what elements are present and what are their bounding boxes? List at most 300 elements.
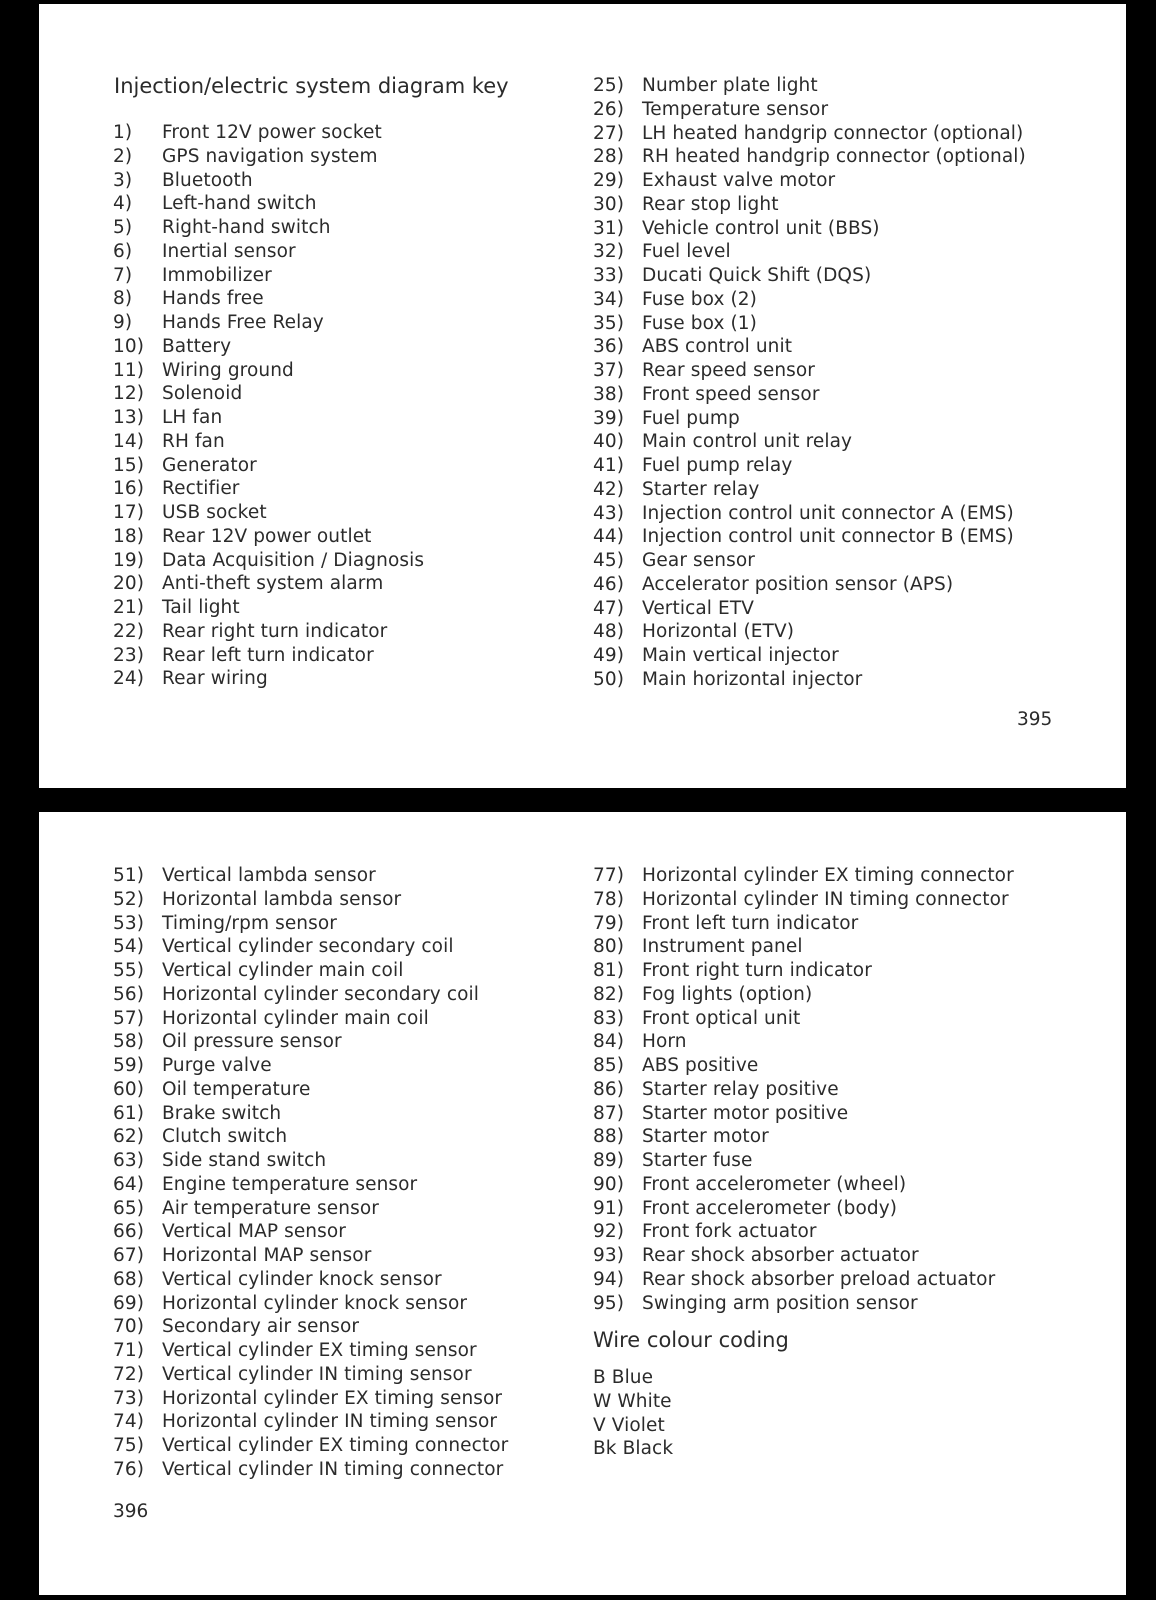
- entry-number: 69): [113, 1292, 145, 1314]
- entry-label: Fuse box (1): [642, 312, 757, 334]
- entry-number: 95): [593, 1292, 625, 1314]
- key-entry: [113, 1007, 553, 1031]
- entry-label: Vertical cylinder IN timing connector: [162, 1458, 504, 1480]
- key-entry: [113, 1125, 553, 1149]
- wire-colour-item: W White: [593, 1390, 672, 1412]
- entry-label: Generator: [162, 454, 257, 476]
- entry-number: 35): [593, 312, 625, 334]
- entry-label: Horizontal cylinder EX timing connector: [642, 865, 1014, 886]
- entry-number: 90): [593, 1173, 625, 1195]
- entry-number: 33): [593, 265, 625, 286]
- entry-label: Side stand switch: [162, 1150, 327, 1171]
- key-entry: [113, 1410, 553, 1434]
- entry-number: 34): [593, 288, 625, 310]
- manual-page-396: [39, 812, 1126, 1595]
- entry-label: Vehicle control unit (BBS): [642, 217, 880, 239]
- key-entry: [593, 1220, 1113, 1244]
- key-entry: [113, 501, 553, 525]
- key-entry: [593, 1125, 1113, 1149]
- entry-label: Horizontal cylinder IN timing sensor: [162, 1411, 498, 1433]
- entry-label: Starter relay positive: [642, 1078, 839, 1100]
- key-entry: [113, 959, 553, 983]
- key-entry: [113, 477, 553, 501]
- entry-number: 41): [593, 455, 625, 476]
- key-entry: [593, 98, 1113, 122]
- key-entry: [113, 311, 553, 335]
- entry-label: Rectifier: [162, 478, 240, 500]
- key-entry: [113, 335, 553, 359]
- entry-label: Bluetooth: [162, 169, 253, 191]
- entry-label: Swinging arm position sensor: [642, 1292, 918, 1314]
- key-entry: [593, 549, 1113, 573]
- entry-label: Anti-theft system alarm: [162, 573, 384, 595]
- entry-label: Tail light: [162, 597, 240, 618]
- key-entry: [113, 1387, 553, 1411]
- entry-label: Exhaust valve motor: [642, 170, 836, 191]
- entry-label: Horizontal cylinder EX timing sensor: [162, 1387, 503, 1409]
- key-entry: [593, 1007, 1113, 1031]
- key-entry: [113, 216, 553, 240]
- wire-colour-list: [593, 1366, 893, 1461]
- key-entry: [593, 502, 1113, 526]
- entry-label: Rear stop light: [642, 193, 779, 215]
- entry-label: Immobilizer: [162, 264, 272, 286]
- entry-label: Hands free: [162, 288, 264, 310]
- key-entry: [593, 407, 1113, 431]
- entry-label: Horizontal cylinder main coil: [162, 1007, 429, 1029]
- entry-number: 45): [593, 550, 625, 571]
- entry-label: Front speed sensor: [642, 383, 820, 405]
- entry-number: 7): [113, 264, 133, 286]
- key-entry: [593, 74, 1113, 98]
- entry-label: Horizontal MAP sensor: [162, 1245, 372, 1266]
- entry-label: ABS positive: [642, 1055, 759, 1076]
- entry-label: Horizontal (ETV): [642, 621, 795, 643]
- key-entry: [113, 620, 553, 644]
- entry-number: 19): [113, 549, 145, 571]
- entry-number: 53): [113, 912, 145, 934]
- key-entry: [113, 1458, 553, 1482]
- entry-number: 77): [593, 865, 625, 886]
- entry-label: LH fan: [162, 407, 223, 428]
- page-number: 396: [113, 1501, 149, 1522]
- key-entry: [593, 122, 1113, 146]
- entry-label: Front left turn indicator: [642, 912, 859, 934]
- entry-number: 78): [593, 888, 625, 910]
- entry-number: 62): [113, 1126, 145, 1148]
- entry-number: 80): [593, 936, 625, 958]
- key-entry: [593, 644, 1113, 668]
- entry-number: 85): [593, 1055, 625, 1076]
- wire-colour-item: Bk Black: [593, 1438, 674, 1460]
- entry-label: Fog lights (option): [642, 983, 813, 1005]
- entry-number: 38): [593, 383, 625, 405]
- entry-label: Vertical cylinder main coil: [162, 960, 404, 981]
- key-column-right: [593, 864, 1113, 1315]
- entry-label: Oil temperature: [162, 1078, 311, 1100]
- entry-label: Rear right turn indicator: [162, 620, 388, 642]
- entry-label: Wiring ground: [162, 359, 294, 381]
- entry-label: Inertial sensor: [162, 240, 296, 262]
- key-entry: [593, 1102, 1113, 1126]
- entry-label: Solenoid: [162, 383, 243, 405]
- entry-number: 72): [113, 1363, 145, 1385]
- entry-number: 61): [113, 1102, 145, 1124]
- entry-number: 88): [593, 1126, 625, 1148]
- entry-label: Rear wiring: [162, 668, 268, 690]
- key-entry: [113, 1102, 553, 1126]
- key-entry: [593, 1054, 1113, 1078]
- key-entry: [593, 912, 1113, 936]
- key-entry: [113, 644, 553, 668]
- entry-label: Main control unit relay: [642, 431, 853, 453]
- entry-label: Front optical unit: [642, 1007, 801, 1029]
- entry-label: Battery: [162, 335, 232, 357]
- entry-number: 43): [593, 502, 625, 524]
- entry-number: 12): [113, 383, 145, 405]
- entry-number: 89): [593, 1150, 625, 1171]
- entry-label: Horizontal lambda sensor: [162, 888, 402, 910]
- entry-label: Number plate light: [642, 75, 818, 96]
- key-column-right: [593, 74, 1113, 692]
- key-entry: [593, 1268, 1113, 1292]
- entry-label: Injection control unit connector A (EMS): [642, 502, 1014, 524]
- entry-label: Data Acquisition / Diagnosis: [162, 549, 425, 571]
- key-entry: [593, 573, 1113, 597]
- key-entry: [593, 145, 1113, 169]
- key-entry: [113, 1197, 553, 1221]
- key-entry: [113, 1244, 553, 1268]
- entry-number: 42): [593, 478, 625, 500]
- key-entry: [593, 383, 1113, 407]
- entry-number: 5): [113, 217, 133, 238]
- entry-number: 79): [593, 912, 625, 934]
- entry-number: 15): [113, 454, 145, 476]
- entry-label: Front 12V power socket: [162, 122, 382, 143]
- entry-label: Vertical cylinder knock sensor: [162, 1268, 442, 1290]
- entry-number: 40): [593, 431, 625, 453]
- key-entry: [113, 864, 553, 888]
- entry-number: 57): [113, 1007, 145, 1029]
- entry-label: GPS navigation system: [162, 145, 378, 167]
- entry-number: 93): [593, 1245, 625, 1266]
- entry-number: 73): [113, 1387, 145, 1409]
- entry-label: Temperature sensor: [642, 98, 829, 120]
- entry-label: Oil pressure sensor: [162, 1031, 342, 1053]
- key-entry: [113, 1434, 553, 1458]
- entry-number: 54): [113, 936, 145, 958]
- entry-number: 65): [113, 1197, 145, 1219]
- entry-number: 68): [113, 1268, 145, 1290]
- key-entry: [593, 959, 1113, 983]
- entry-number: 59): [113, 1055, 145, 1076]
- key-entry: [593, 312, 1113, 336]
- entry-number: 92): [593, 1221, 625, 1243]
- entry-number: 6): [113, 240, 133, 262]
- entry-label: Horizontal cylinder secondary coil: [162, 983, 479, 1005]
- entry-label: Fuel level: [642, 241, 731, 263]
- entry-number: 70): [113, 1316, 145, 1338]
- entry-label: Secondary air sensor: [162, 1316, 360, 1338]
- key-entry: [113, 1030, 553, 1054]
- entry-number: 1): [113, 122, 133, 143]
- entry-number: 20): [113, 573, 145, 595]
- key-entry: [593, 1078, 1113, 1102]
- key-entry: [113, 912, 553, 936]
- entry-label: Front right turn indicator: [642, 960, 872, 981]
- entry-label: Starter motor: [642, 1126, 769, 1148]
- key-entry: [593, 454, 1113, 478]
- key-entry: [593, 288, 1113, 312]
- entry-number: 37): [593, 360, 625, 381]
- key-entry: [593, 169, 1113, 193]
- key-entry: [113, 264, 553, 288]
- entry-number: 22): [113, 620, 145, 642]
- diagram-key-title: Injection/electric system diagram key: [114, 74, 509, 98]
- key-entry: [113, 1173, 553, 1197]
- key-entry: [593, 983, 1113, 1007]
- entry-number: 63): [113, 1150, 145, 1171]
- entry-label: Rear speed sensor: [642, 360, 816, 381]
- entry-label: Clutch switch: [162, 1126, 288, 1148]
- key-entry: [113, 983, 553, 1007]
- entry-label: Vertical cylinder secondary coil: [162, 936, 454, 958]
- entry-label: Front accelerometer (body): [642, 1197, 898, 1219]
- entry-label: Engine temperature sensor: [162, 1173, 418, 1195]
- entry-label: Vertical cylinder EX timing connector: [162, 1435, 509, 1456]
- key-entry: [593, 1197, 1113, 1221]
- entry-label: Main horizontal injector: [642, 668, 863, 690]
- key-entry: [593, 217, 1113, 241]
- entry-label: Starter fuse: [642, 1150, 753, 1171]
- entry-number: 46): [593, 573, 625, 595]
- entry-number: 32): [593, 241, 625, 263]
- entry-number: 14): [113, 430, 145, 452]
- key-entry: [113, 145, 553, 169]
- key-entry: [113, 1292, 553, 1316]
- key-entry: [593, 359, 1113, 383]
- entry-number: 8): [113, 288, 133, 310]
- entry-number: 87): [593, 1102, 625, 1124]
- entry-number: 66): [113, 1221, 145, 1243]
- key-entry: [113, 572, 553, 596]
- key-entry: [113, 454, 553, 478]
- key-entry: [593, 1149, 1113, 1173]
- entry-number: 56): [113, 983, 145, 1005]
- key-entry: [113, 1078, 553, 1102]
- key-entry: [113, 1363, 553, 1387]
- entry-label: Vertical ETV: [642, 597, 754, 619]
- key-entry: [113, 1339, 553, 1363]
- entry-number: 91): [593, 1197, 625, 1219]
- key-entry: [593, 935, 1113, 959]
- entry-number: 4): [113, 193, 133, 215]
- entry-label: Hands Free Relay: [162, 312, 324, 333]
- entry-label: Horizontal cylinder knock sensor: [162, 1292, 468, 1314]
- entry-label: LH heated handgrip connector (optional): [642, 122, 1024, 144]
- entry-number: 64): [113, 1173, 145, 1195]
- entry-label: Front fork actuator: [642, 1221, 817, 1243]
- key-entry: [113, 596, 553, 620]
- key-entry: [113, 1054, 553, 1078]
- entry-label: Injection control unit connector B (EMS): [642, 526, 1014, 548]
- key-entry: [593, 193, 1113, 217]
- entry-number: 17): [113, 502, 145, 523]
- page-number: 395: [1017, 709, 1053, 730]
- key-entry: [113, 1268, 553, 1292]
- entry-label: Purge valve: [162, 1055, 272, 1076]
- entry-number: 27): [593, 122, 625, 144]
- entry-label: Rear shock absorber preload actuator: [642, 1268, 996, 1290]
- entry-label: Ducati Quick Shift (DQS): [642, 265, 872, 286]
- key-entry: [113, 525, 553, 549]
- entry-number: 2): [113, 145, 133, 167]
- key-entry: [113, 667, 553, 691]
- entry-number: 25): [593, 75, 625, 96]
- entry-number: 28): [593, 146, 625, 168]
- wire-colour-item: B Blue: [593, 1367, 654, 1388]
- wire-colour-item: V Violet: [593, 1414, 665, 1436]
- key-entry: [113, 888, 553, 912]
- key-entry: [593, 478, 1113, 502]
- entry-number: 16): [113, 478, 145, 500]
- key-entry: [113, 1220, 553, 1244]
- entry-number: 55): [113, 960, 145, 981]
- entry-number: 67): [113, 1245, 145, 1266]
- key-entry: [113, 121, 553, 145]
- entry-label: USB socket: [162, 502, 267, 523]
- entry-number: 86): [593, 1078, 625, 1100]
- entry-label: Vertical cylinder IN timing sensor: [162, 1363, 472, 1385]
- entry-number: 11): [113, 359, 145, 381]
- entry-number: 84): [593, 1031, 625, 1053]
- key-entry: [113, 1149, 553, 1173]
- entry-number: 9): [113, 312, 133, 333]
- entry-label: Starter motor positive: [642, 1102, 849, 1124]
- key-entry: [593, 620, 1113, 644]
- key-entry: [113, 935, 553, 959]
- key-entry: [593, 1244, 1113, 1268]
- entry-number: 75): [113, 1435, 145, 1456]
- entry-label: Gear sensor: [642, 550, 755, 571]
- entry-number: 18): [113, 525, 145, 547]
- key-entry: [593, 888, 1113, 912]
- entry-label: Vertical MAP sensor: [162, 1221, 346, 1243]
- entry-label: Front accelerometer (wheel): [642, 1173, 907, 1195]
- key-entry: [593, 240, 1113, 264]
- entry-label: Fuel pump relay: [642, 455, 793, 476]
- entry-number: 82): [593, 983, 625, 1005]
- entry-label: Instrument panel: [642, 936, 803, 958]
- entry-label: Right-hand switch: [162, 217, 331, 238]
- key-entry: [593, 264, 1113, 288]
- entry-number: 76): [113, 1458, 145, 1480]
- entry-number: 13): [113, 407, 145, 428]
- entry-number: 94): [593, 1268, 625, 1290]
- entry-number: 39): [593, 407, 625, 429]
- entry-label: Left-hand switch: [162, 193, 317, 215]
- key-entry: [113, 406, 553, 430]
- entry-number: 81): [593, 960, 625, 981]
- key-column-left: [113, 864, 553, 1482]
- key-entry: [593, 668, 1113, 692]
- key-entry: [593, 335, 1113, 359]
- entry-label: Rear shock absorber actuator: [642, 1245, 919, 1266]
- entry-label: RH heated handgrip connector (optional): [642, 146, 1026, 168]
- entry-label: Rear left turn indicator: [162, 644, 374, 666]
- key-entry: [593, 525, 1113, 549]
- key-entry: [593, 597, 1113, 621]
- entry-number: 48): [593, 621, 625, 643]
- entry-number: 23): [113, 644, 145, 666]
- entry-number: 30): [593, 193, 625, 215]
- entry-label: Vertical cylinder EX timing sensor: [162, 1340, 477, 1361]
- key-entry: [113, 1315, 553, 1339]
- key-column-left: [113, 121, 553, 691]
- key-entry: [593, 864, 1113, 888]
- entry-number: 21): [113, 597, 145, 618]
- entry-number: 3): [113, 169, 133, 191]
- entry-number: 74): [113, 1411, 145, 1433]
- key-entry: [113, 169, 553, 193]
- key-entry: [113, 549, 553, 573]
- entry-number: 58): [113, 1031, 145, 1053]
- entry-label: Air temperature sensor: [162, 1197, 379, 1219]
- entry-label: Timing/rpm sensor: [162, 912, 337, 934]
- key-entry: [113, 382, 553, 406]
- entry-number: 50): [593, 668, 625, 690]
- entry-number: 83): [593, 1007, 625, 1029]
- wire-colour-heading: Wire colour coding: [593, 1328, 789, 1352]
- entry-label: Fuse box (2): [642, 288, 757, 310]
- entry-number: 60): [113, 1078, 145, 1100]
- key-entry: [593, 1173, 1113, 1197]
- entry-label: ABS control unit: [642, 336, 793, 358]
- entry-number: 71): [113, 1340, 145, 1361]
- entry-number: 44): [593, 526, 625, 548]
- entry-number: 26): [593, 98, 625, 120]
- entry-label: Starter relay: [642, 478, 760, 500]
- entry-label: Rear 12V power outlet: [162, 525, 372, 547]
- entry-number: 47): [593, 597, 625, 619]
- key-entry: [113, 192, 553, 216]
- entry-label: Brake switch: [162, 1102, 282, 1124]
- entry-number: 49): [593, 645, 625, 666]
- key-entry: [593, 1292, 1113, 1316]
- entry-label: Main vertical injector: [642, 645, 839, 666]
- key-entry: [113, 430, 553, 454]
- entry-label: Vertical lambda sensor: [162, 865, 376, 886]
- key-entry: [113, 359, 553, 383]
- entry-number: 24): [113, 668, 145, 690]
- entry-number: 31): [593, 217, 625, 239]
- entry-number: 52): [113, 888, 145, 910]
- entry-number: 29): [593, 170, 625, 191]
- entry-label: RH fan: [162, 430, 225, 452]
- key-entry: [113, 287, 553, 311]
- entry-label: Horn: [642, 1031, 687, 1053]
- key-entry: [593, 430, 1113, 454]
- entry-number: 36): [593, 336, 625, 358]
- key-entry: [593, 1030, 1113, 1054]
- manual-page-395: [39, 4, 1126, 788]
- entry-number: 10): [113, 335, 145, 357]
- entry-label: Horizontal cylinder IN timing connector: [642, 888, 1009, 910]
- key-entry: [113, 240, 553, 264]
- entry-number: 51): [113, 865, 145, 886]
- entry-label: Fuel pump: [642, 407, 740, 429]
- entry-label: Accelerator position sensor (APS): [642, 573, 954, 595]
